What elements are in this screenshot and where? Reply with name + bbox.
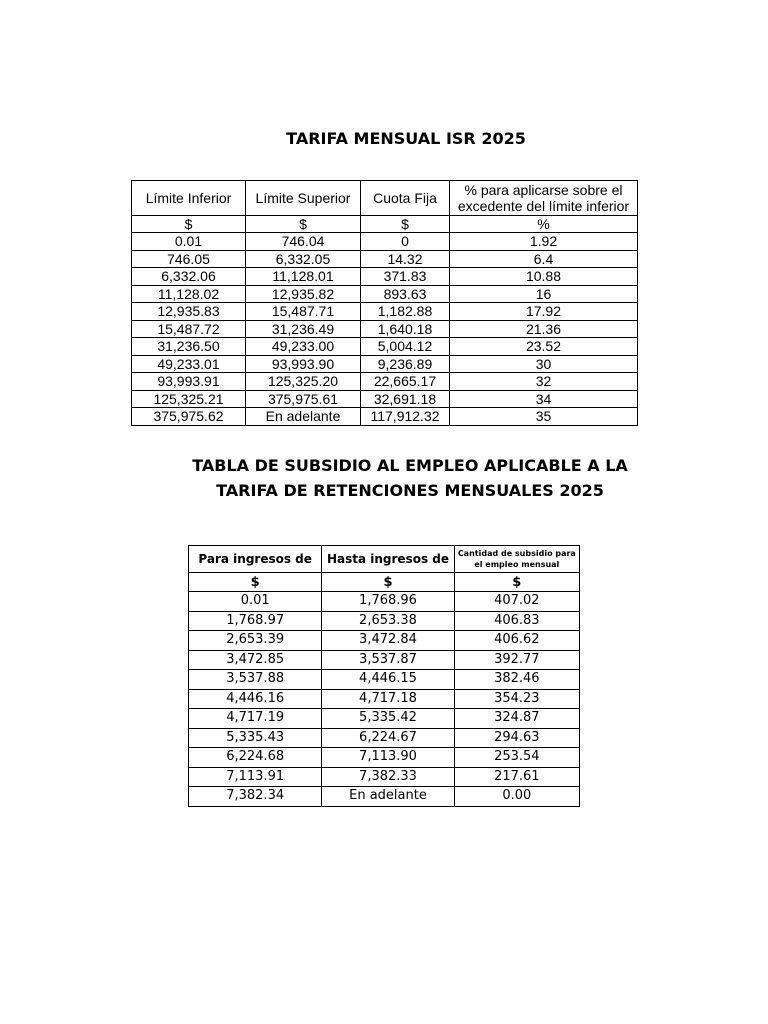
table-cell: 6.4 <box>450 250 638 268</box>
table-cell: En adelante <box>322 787 454 807</box>
table-cell: 6,224.67 <box>322 728 454 748</box>
table-row <box>132 355 638 373</box>
isr-units-row <box>132 216 638 233</box>
table-cell: 375,975.61 <box>246 390 361 408</box>
table-cell: 22,665.17 <box>361 373 450 391</box>
table-cell: 7,113.91 <box>189 767 322 787</box>
table-cell: 12,935.83 <box>132 303 246 321</box>
table-cell: 893.63 <box>361 285 450 303</box>
table-cell: 1,182.88 <box>361 303 450 321</box>
table-cell: 2,653.39 <box>189 631 322 651</box>
table-cell: 31,236.50 <box>132 338 246 356</box>
table-cell: 11,128.02 <box>132 285 246 303</box>
table-cell: 0.01 <box>189 592 322 612</box>
isr-table-title: TARIFA MENSUAL ISR 2025 <box>286 129 526 148</box>
table-cell: 7,382.33 <box>322 767 454 787</box>
table-cell: 5,004.12 <box>361 338 450 356</box>
subsidio-header-para-ingresos: Para ingresos de <box>189 546 322 573</box>
table-row <box>132 268 638 286</box>
table-cell: 23.52 <box>450 338 638 356</box>
subsidio-unit: $ <box>322 573 454 592</box>
isr-unit: $ <box>132 216 246 233</box>
subsidio-header-cantidad: Cantidad de subsidio para el empleo mensual <box>454 546 579 573</box>
table-cell: 253.54 <box>454 748 579 768</box>
isr-header-cuota-fija: Cuota Fija <box>361 181 450 216</box>
table-cell: 4,446.16 <box>189 689 322 709</box>
table-cell: 10.88 <box>450 268 638 286</box>
table-cell: 17.92 <box>450 303 638 321</box>
table-row <box>189 767 580 787</box>
table-row <box>189 650 580 670</box>
table-cell: 2,653.38 <box>322 611 454 631</box>
isr-header-porcentaje: % para aplicarse sobre el excedente del límite inferior <box>450 181 638 216</box>
table-cell: 49,233.01 <box>132 355 246 373</box>
table-row <box>132 338 638 356</box>
table-cell: 12,935.82 <box>246 285 361 303</box>
table-cell: 3,472.84 <box>322 631 454 651</box>
table-cell: 1,768.96 <box>322 592 454 612</box>
table-cell: 0.01 <box>132 233 246 251</box>
table-cell: 375,975.62 <box>132 408 246 426</box>
table-row <box>132 250 638 268</box>
table-cell: 0 <box>361 233 450 251</box>
table-row <box>189 748 580 768</box>
table-cell: 5,335.42 <box>322 709 454 729</box>
table-row <box>132 408 638 426</box>
table-cell: 3,537.88 <box>189 670 322 690</box>
table-cell: 32 <box>450 373 638 391</box>
isr-unit: $ <box>246 216 361 233</box>
table-cell: 21.36 <box>450 320 638 338</box>
table-row <box>189 728 580 748</box>
subsidio-table-title: TABLA DE SUBSIDIO AL EMPLEO APLICABLE A LA TARIFA DE RETENCIONES MENSUALES 2025 <box>192 456 628 500</box>
subsidio-header-row <box>189 546 580 573</box>
table-row <box>132 390 638 408</box>
table-cell: 294.63 <box>454 728 579 748</box>
table-row <box>132 285 638 303</box>
table-cell: 4,717.18 <box>322 689 454 709</box>
isr-unit: % <box>450 216 638 233</box>
table-cell: 1,768.97 <box>189 611 322 631</box>
table-cell: 407.02 <box>454 592 579 612</box>
table-cell: 34 <box>450 390 638 408</box>
table-cell: 30 <box>450 355 638 373</box>
table-row <box>189 787 580 807</box>
subsidio-units-row <box>189 573 580 592</box>
isr-header-row <box>132 181 638 216</box>
table-cell: 125,325.20 <box>246 373 361 391</box>
table-row <box>132 233 638 251</box>
table-cell: 406.83 <box>454 611 579 631</box>
table-cell: 217.61 <box>454 767 579 787</box>
table-cell: 5,335.43 <box>189 728 322 748</box>
table-cell: 6,332.05 <box>246 250 361 268</box>
table-cell: 16 <box>450 285 638 303</box>
table-cell: 354.23 <box>454 689 579 709</box>
isr-unit: $ <box>361 216 450 233</box>
table-cell: 7,382.34 <box>189 787 322 807</box>
table-cell: 6,332.06 <box>132 268 246 286</box>
subsidio-unit: $ <box>189 573 322 592</box>
table-cell: 11,128.01 <box>246 268 361 286</box>
table-cell: 6,224.68 <box>189 748 322 768</box>
table-row <box>132 320 638 338</box>
table-cell: 117,912.32 <box>361 408 450 426</box>
table-cell: 382.46 <box>454 670 579 690</box>
isr-header-limite-superior: Límite Superior <box>246 181 361 216</box>
table-cell: 9,236.89 <box>361 355 450 373</box>
table-cell: 392.77 <box>454 650 579 670</box>
table-cell: 3,472.85 <box>189 650 322 670</box>
table-cell: 15,487.72 <box>132 320 246 338</box>
subsidio-header-hasta-ingresos: Hasta ingresos de <box>322 546 454 573</box>
isr-header-limite-inferior: Límite Inferior <box>132 181 246 216</box>
subsidio-unit: $ <box>454 573 579 592</box>
table-cell: 3,537.87 <box>322 650 454 670</box>
table-row <box>189 631 580 651</box>
table-cell: 746.05 <box>132 250 246 268</box>
isr-rate-table <box>131 180 638 426</box>
table-cell: 1,640.18 <box>361 320 450 338</box>
table-row <box>132 303 638 321</box>
table-cell: 125,325.21 <box>132 390 246 408</box>
table-cell: 15,487.71 <box>246 303 361 321</box>
table-row <box>189 689 580 709</box>
table-row <box>189 592 580 612</box>
table-cell: 406.62 <box>454 631 579 651</box>
table-cell: 31,236.49 <box>246 320 361 338</box>
table-cell: 93,993.91 <box>132 373 246 391</box>
table-cell: 746.04 <box>246 233 361 251</box>
table-row <box>189 709 580 729</box>
table-cell: 14.32 <box>361 250 450 268</box>
table-cell: 4,446.15 <box>322 670 454 690</box>
table-cell: 93,993.90 <box>246 355 361 373</box>
table-cell: 32,691.18 <box>361 390 450 408</box>
table-cell: 4,717.19 <box>189 709 322 729</box>
subsidio-table <box>188 545 580 807</box>
table-cell: 1.92 <box>450 233 638 251</box>
table-row <box>189 611 580 631</box>
table-row <box>189 670 580 690</box>
table-cell: 35 <box>450 408 638 426</box>
table-cell: 371.83 <box>361 268 450 286</box>
table-cell: En adelante <box>246 408 361 426</box>
table-cell: 7,113.90 <box>322 748 454 768</box>
table-cell: 324.87 <box>454 709 579 729</box>
table-cell: 49,233.00 <box>246 338 361 356</box>
table-cell: 0.00 <box>454 787 579 807</box>
table-row <box>132 373 638 391</box>
